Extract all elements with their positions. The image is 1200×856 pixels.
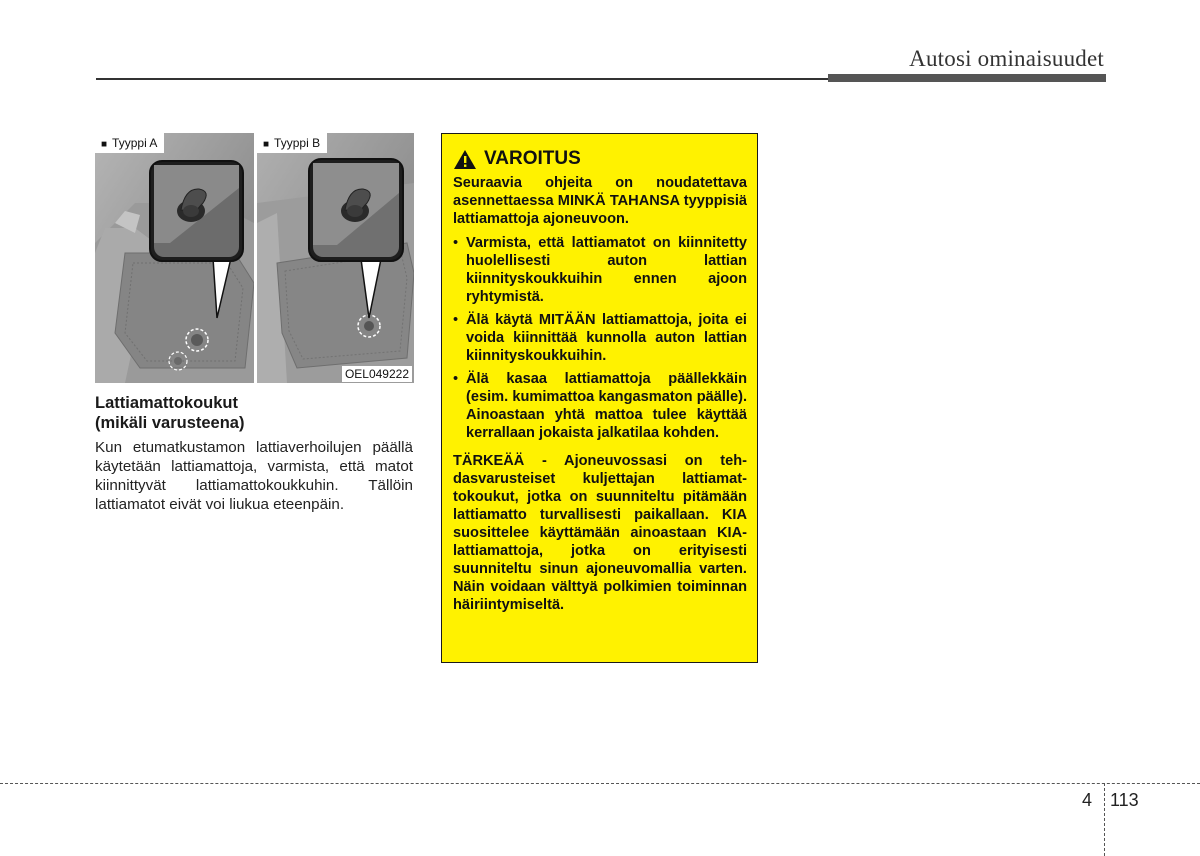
type-a-photo [95, 133, 254, 383]
footer-divider [0, 783, 1200, 784]
floor-mat-hook-figure [95, 133, 414, 383]
section-heading [95, 393, 415, 433]
type-b-label: ■ Tyyppi B [257, 133, 327, 153]
warning-intro: Seuraavia ohjeita on noudatettava asennettaessa MINKÄ TAHANSA tyyppisiä lattiamattoja ajoneuvoon. [453, 175, 747, 227]
warning-box [441, 133, 758, 663]
section-heading-line2: (mikäli varusteena) [95, 414, 245, 432]
warning-item: • Älä kasaa lattiamattoja päällekkäin (esim. kumimattoa kangasmaton päälle). Ainoastaan yhtä mattoa tulee käyttää kerrallaan jokaista jalkatilaa kohden. [453, 371, 747, 441]
section-body: Kun etumatkustamon lattiaverhoilujen päällä käytetään lattiamattoja, varmista, että matot kiinnittyvät lattiamattokoukkuhin. Tällöin lattiamatot eivät voi liukua eteenpäin. [95, 439, 413, 513]
header-title: Autosi ominaisuudet [909, 46, 1104, 71]
chapter-number: 4 [1082, 790, 1093, 810]
warning-item: • Älä käytä MITÄÄN lattiamattoja, joita ei voida kiinnittää kunnolla auton lattian kiinnityskoukkuihin. [453, 312, 747, 364]
warning-important: TÄRKEÄÄ - Ajoneuvossasi on tehdasvarusteiset kuljettajan lattiamattokoukut, jotka on suunniteltu pitämään lattiamatto turvallisesti paikallaan. KIA suosittelee käyttämään ainoastaan KIA-lattiamattoja, jotka on erityisesti suunniteltu sinun ajoneuvomallia varten. Näin voidaan välttyä polkimien toiminnan häiriintymiseltä. [453, 453, 747, 613]
type-a-label: ■ Tyyppi A [95, 133, 164, 153]
warning-title: VAROITUS [484, 148, 581, 169]
warning-item: • Varmista, että lattiamatot on kiinnitetty huolellisesti auton lattian kiinnityskoukkuihin ennen ajoon ryhtymistä. [453, 235, 747, 305]
footer-vertical-divider [1104, 783, 1105, 856]
warning-triangle-icon [453, 149, 477, 170]
section-heading-line1: Lattiamattokoukut [95, 394, 239, 412]
header-rule-accent [828, 74, 1106, 82]
figure-code: OEL049222 [342, 366, 412, 382]
warning-list [453, 234, 747, 442]
page-number: 113 [1110, 790, 1139, 810]
warning-heading [453, 148, 747, 170]
type-b-photo [257, 133, 414, 383]
